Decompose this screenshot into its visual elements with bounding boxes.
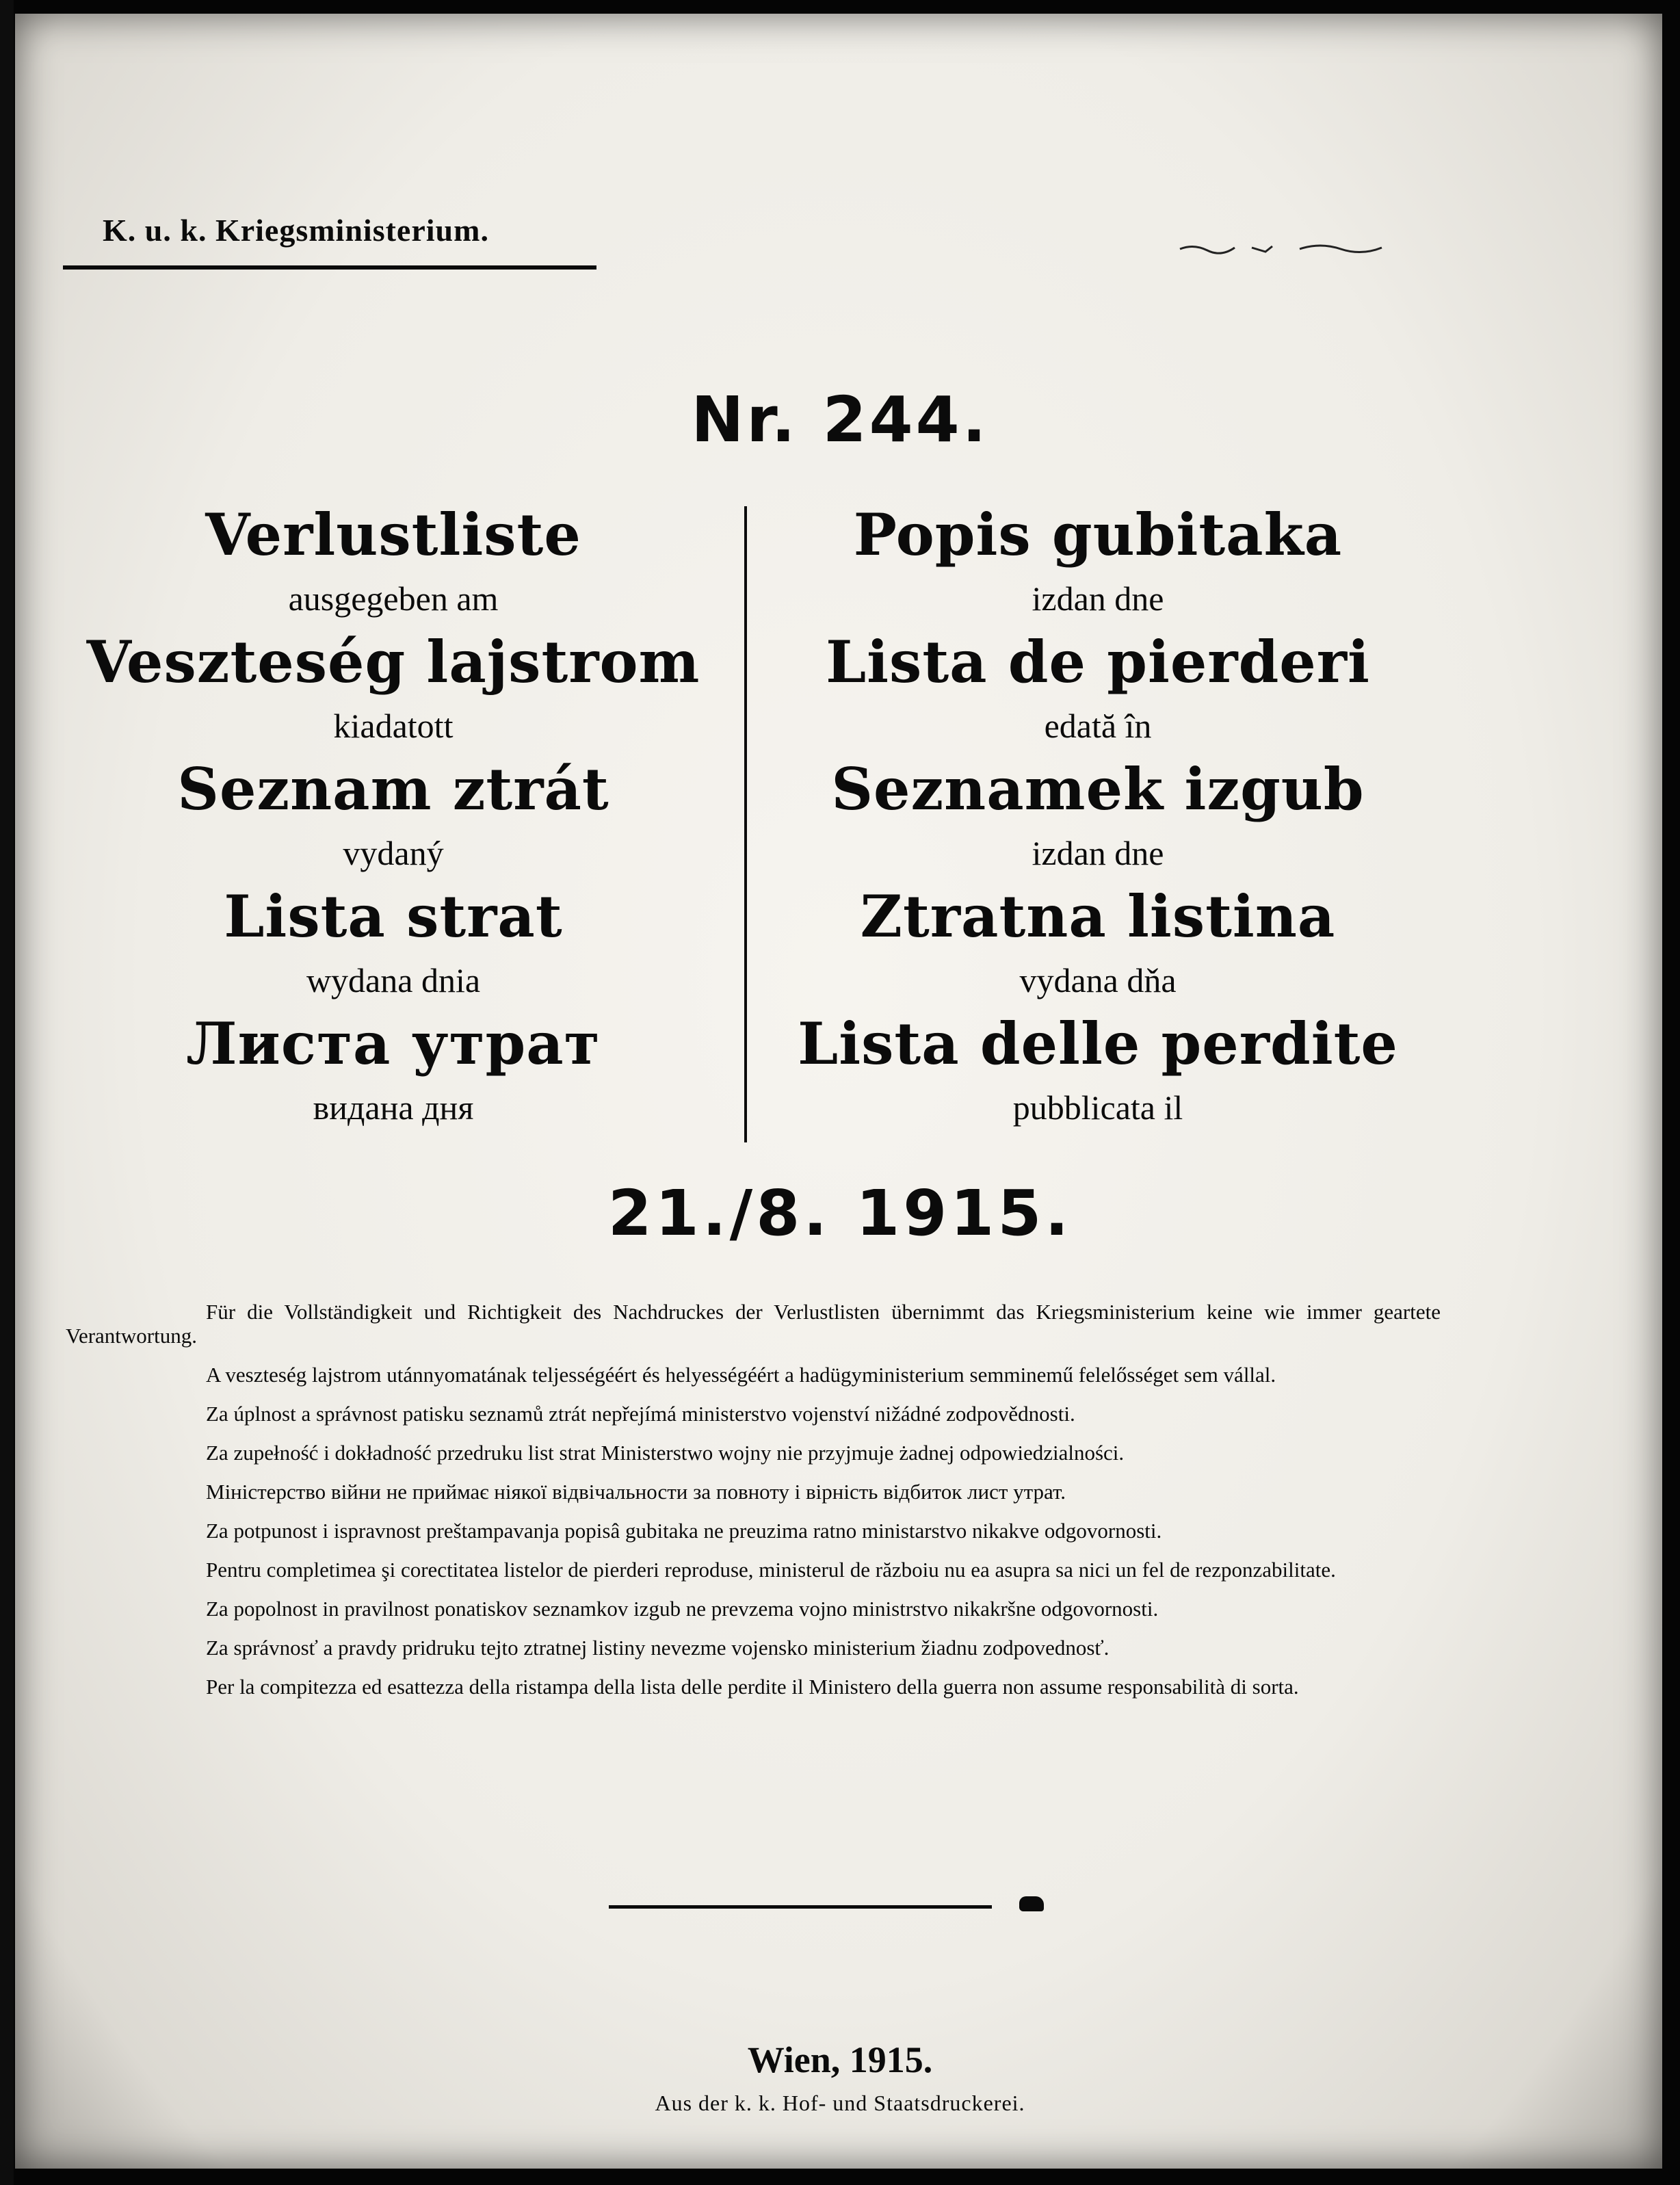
ink-blot <box>1019 1896 1044 1911</box>
title-block <box>51 499 735 627</box>
disclaimer-polish: Za zupełność i dokładność przedruku list strat Ministerstwo wojny nie przyjmuje żadnej odpowiedzialności. <box>206 1441 1125 1465</box>
list-title: Popis gubitaka <box>853 501 1343 568</box>
issued-label: ausgegeben am <box>288 579 499 618</box>
right-column <box>756 499 1440 1136</box>
title-block <box>51 881 735 1008</box>
binding-edge <box>0 0 14 2185</box>
title-block <box>756 881 1440 1008</box>
list-title: Lista strat <box>224 882 563 950</box>
disclaimer-slovene: Za popolnost in pravilnost ponatiskov seznamkov izgub ne prevzema vojno ministrstvo nikakršne odgovornosti. <box>206 1597 1159 1621</box>
issued-label: vydana dňa <box>1019 961 1177 999</box>
list-title: Seznam ztrát <box>177 755 609 823</box>
issue-date: 21./8. 1915. <box>607 1177 1073 1250</box>
issued-label: edată în <box>1044 707 1152 745</box>
title-block <box>51 1008 735 1136</box>
disclaimer-slovak: Za správnosť a pravdy pridruku tejto ztratnej listiny nevezme vojensko ministerium žiadnu zodpovednosť. <box>206 1636 1110 1660</box>
issued-label: kiadatott <box>333 707 454 745</box>
footer-rule <box>609 1905 992 1909</box>
list-title: Ztratna listina <box>860 882 1336 950</box>
list-title: Lista de pierderi <box>826 628 1370 696</box>
column-divider <box>744 506 747 1142</box>
title-block <box>756 1008 1440 1136</box>
disclaimer-hungarian: A veszteség lajstrom utánnyomatának teljességéért és helyességéért a hadügyministerium semminemű felelősséget sem vállal. <box>206 1363 1276 1387</box>
issued-label: vydaný <box>343 834 444 872</box>
list-title: Verlustliste <box>205 501 581 568</box>
issued-label: izdan dne <box>1032 834 1164 872</box>
printer-imprint: Aus der k. k. Hof- und Staatsdruckerei. <box>655 2091 1025 2115</box>
disclaimer-italian: Per la compitezza ed esattezza della ristampa della lista delle perdite il Ministero della guerra non assume responsabilità di sorta. <box>206 1675 1299 1699</box>
issued-label: izdan dne <box>1032 579 1164 618</box>
handwritten-mark <box>1177 241 1395 254</box>
disclaimer-romanian: Pentru completimea şi corectitatea listelor de pierderi reproduse, ministerul de războiu nu ea asupra sa nici un fel de rezponzabilitate. <box>206 1558 1336 1582</box>
disclaimer-croatian: Za potpunost i ispravnost preštampavanja popisâ gubitaka ne preuzima ratno ministarstvo nikakve odgovornosti. <box>206 1519 1162 1543</box>
list-title: Листа утрат <box>186 1010 601 1077</box>
title-block <box>756 754 1440 881</box>
title-block <box>756 499 1440 627</box>
place-and-year: Wien, 1915. <box>747 2039 933 2080</box>
disclaimer-czech: Za úplnost a správnost patisku seznamů ztrát nepřejímá ministerstvo vojenství nižádné zodpovědnosti. <box>206 1402 1075 1426</box>
title-block <box>51 754 735 881</box>
issued-label: wydana dnia <box>306 961 481 999</box>
list-number: Nr. 244. <box>691 383 989 456</box>
issued-label: видана дня <box>313 1088 474 1127</box>
issued-label: pubblicata il <box>1012 1088 1183 1127</box>
disclaimer-german: Für die Vollständigkeit und Richtigkeit des Nachdruckes der Verlustlisten übernimmt das Kriegsministerium keine wie immer geartete Verantwortung. <box>66 1300 1441 1348</box>
title-block <box>51 627 735 754</box>
title-block <box>756 627 1440 754</box>
disclaimer-ruthenian: Міністерство війни не приймає ніякої відвічальности за повноту і вірність відбиток лист утрат. <box>206 1480 1066 1504</box>
disclaimer-section <box>66 1300 1441 1714</box>
list-title: Veszteség lajstrom <box>86 628 700 696</box>
left-column <box>51 499 735 1136</box>
list-title: Seznamek izgub <box>831 755 1365 823</box>
header-rule <box>63 265 596 270</box>
ministry-header: K. u. k. Kriegsministerium. <box>103 213 489 248</box>
list-title: Lista delle perdite <box>798 1010 1398 1077</box>
